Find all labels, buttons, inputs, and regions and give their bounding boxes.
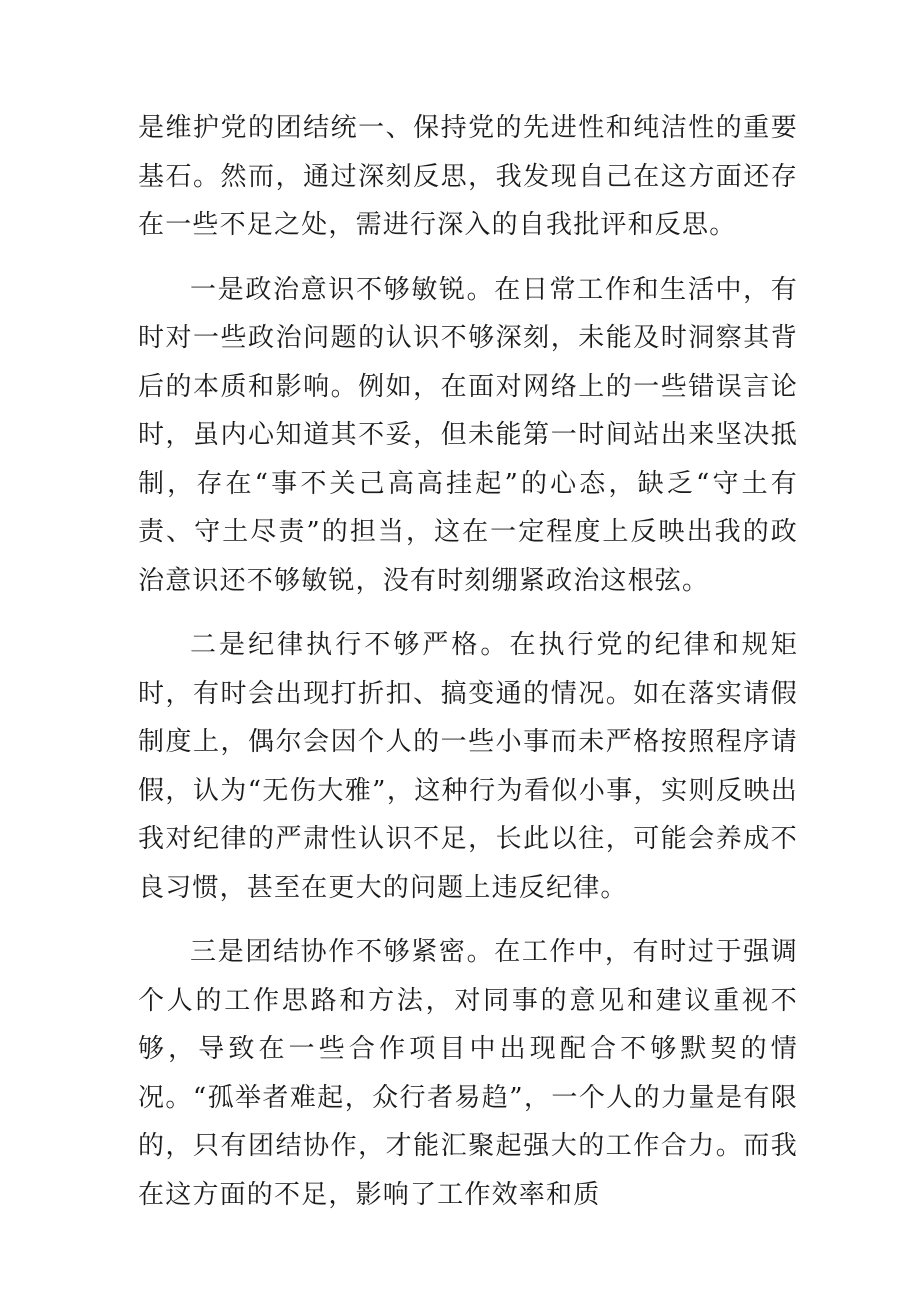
document-body [138,104,798,1235]
paragraph-continuation: 是维护党的团结统一、保持党的先进性和纯洁性的重要基石。然而，通过深刻反思，我发现自己在这方面还存在一些不足之处，需进行深入的自我批评和反思。 [138,113,798,240]
paragraph-political-awareness: 一是政治意识不够敏锐。在日常工作和生活中，有时对一些政治问题的认识不够深刻，未能及时洞察其背后的本质和影响。例如，在面对网络上的一些错误言论时，虽内心知道其不妥，但未能第一时间站出来坚决抵制，存在“事不关己高高挂起”的心态，缺乏“守土有责、守土尽责”的担当，这在一定程度上反映出我的政治意识还不够敏锐，没有时刻绷紧政治这根弦。 [138,274,798,596]
paragraph-discipline: 二是纪律执行不够严格。在执行党的纪律和规矩时，有时会出现打折扣、搞变通的情况。如在落实请假制度上，偶尔会因个人的一些小事而未严格按照程序请假，认为“无伤大雅”，这种行为看似小事，实则反映出我对纪律的严肃性认识不足，长此以往，可能会养成不良习惯，甚至在更大的问题上违反纪律。 [138,630,798,903]
paragraph-teamwork: 三是团结协作不够紧密。在工作中，有时过于强调个人的工作思路和方法，对同事的意见和建议重视不够，导致在一些合作项目中出现配合不够默契的情况。“孤举者难起，众行者易趋”，一个人的力量是有限的，只有团结协作，才能汇聚起强大的工作合力。而我在这方面的不足，影响了工作效率和质 [138,937,798,1210]
